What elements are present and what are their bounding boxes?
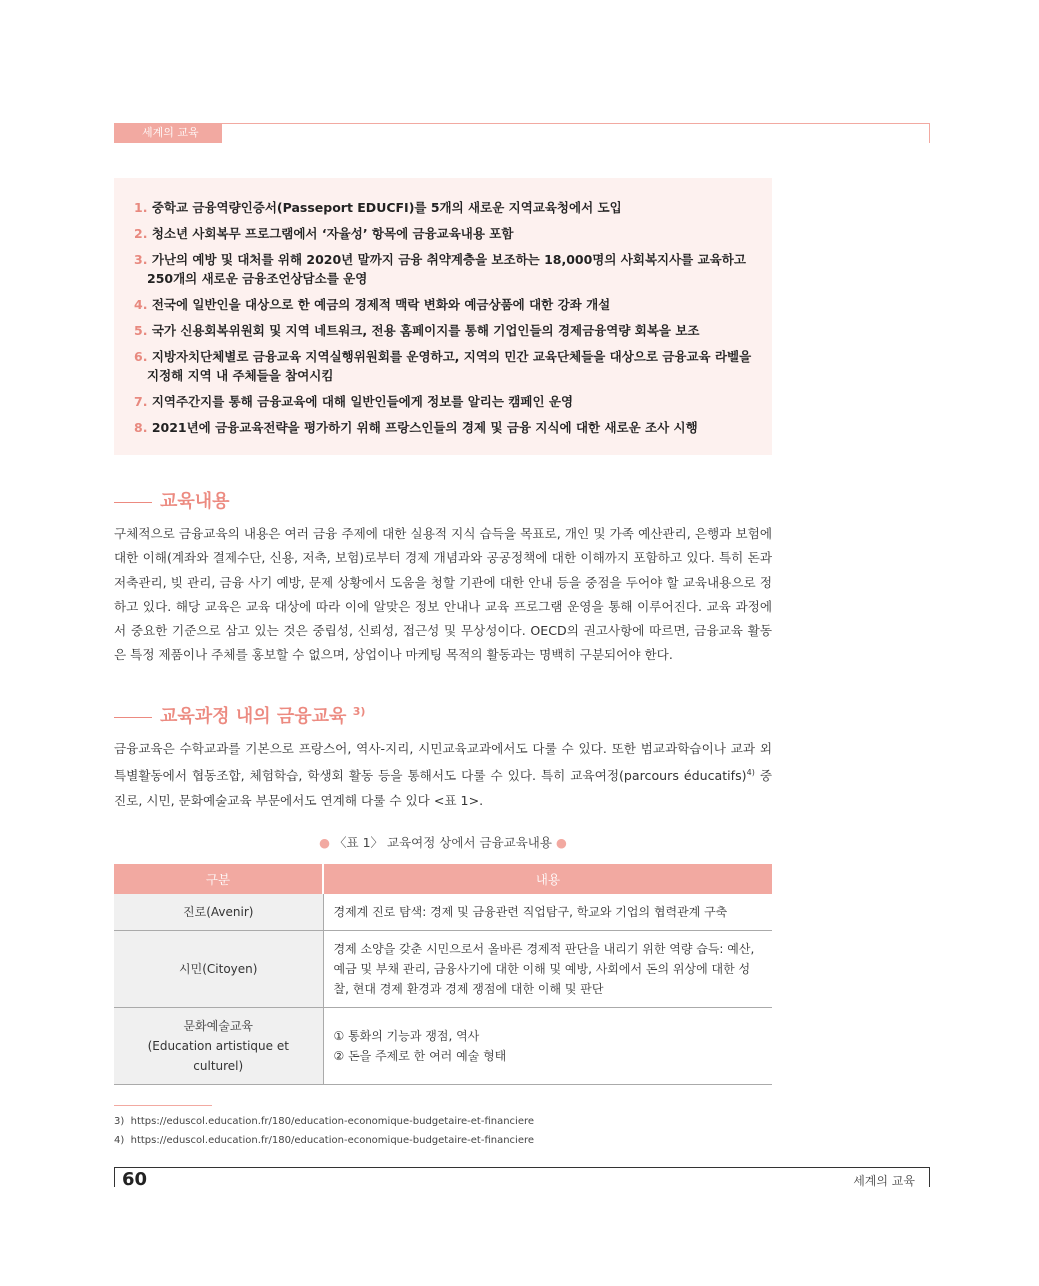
list-item: 1. 중학교 금융역량인증서(Passeport EDUCFI)를 5개의 새로운 지역교육청에서 도입 — [134, 200, 622, 215]
summary-box — [114, 178, 772, 455]
list-item: 6. 지방자치단체별로 금융교육 지역실행위원회를 운영하고, 지역의 민간 교육단체들을 대상으로 금융교육 라벨을 지정해 지역 내 주체들을 참여시킴 — [134, 349, 752, 383]
section-title-curriculum: 교육과정 내의 금융교육 $^{3)}$ — [114, 702, 365, 728]
bullet-dot-icon: ● — [319, 835, 331, 850]
section-title-content: 교육내용 — [114, 487, 230, 513]
table-header-content: 내용 — [323, 864, 772, 894]
summary-list — [114, 178, 772, 437]
list-item: 8. 2021년에 금융교육전략을 평가하기 위해 프랑스인들의 경제 및 금융 지식에 대한 새로운 조사 시행 — [134, 420, 698, 435]
list-item: 3. 가난의 예방 및 대처를 위해 2020년 말까지 금융 취약계층을 보조하는 18,000명의 사회복지사를 교육하고 250개의 새로운 금융조언상담소를 운영 — [134, 252, 746, 286]
table-cell-category: 진로(Avenir) — [114, 894, 323, 931]
content-table — [114, 864, 772, 1085]
bullet-dot-icon: ● — [555, 835, 567, 850]
table-header-category: 구분 — [114, 864, 323, 894]
footnote-link[interactable]: https://eduscol.education.fr/180/education-economique-budgetaire-et-financiere — [130, 1116, 535, 1127]
table-cell-content: 경제계 진로 탐색: 경제 및 금융관련 직업탐구, 학교와 기업의 협력관계 구축 — [323, 894, 772, 931]
table-cell-category: 문화예술교육 (Education artistique et culturel) — [114, 1008, 323, 1085]
table-row — [114, 1008, 772, 1085]
title-dash — [114, 502, 152, 503]
footnote: 4) https://eduscol.education.fr/180/education-economique-budgetaire-et-financiere — [114, 1135, 535, 1146]
header-rule — [222, 123, 930, 143]
table-cell-content: ① 통화의 기능과 쟁점, 역사 ② 돈을 주제로 한 여러 예술 형태 — [323, 1008, 772, 1085]
table-caption: ● 〈표 1〉 교육여정 상에서 금융교육내용 ● — [319, 835, 567, 850]
footnote-link[interactable]: https://eduscol.education.fr/180/education-economique-budgetaire-et-financiere — [130, 1135, 535, 1146]
list-item: 4. 전국에 일반인을 대상으로 한 예금의 경제적 맥락 변화와 예금상품에 대한 강좌 개설 — [134, 297, 611, 312]
title-dash — [114, 717, 152, 718]
footer-label: 세계의 교육 — [853, 1174, 915, 1188]
table-header-row — [114, 864, 772, 894]
footnote-ref[interactable]: 3) — [352, 705, 366, 718]
footnote: 3) https://eduscol.education.fr/180/education-economique-budgetaire-et-financiere — [114, 1116, 535, 1127]
list-item: 5. 국가 신용회복위원회 및 지역 네트워크, 전용 홈페이지를 통해 기업인들의 경제금융역량 회복을 보조 — [134, 323, 700, 338]
page-number: 60 — [122, 1169, 148, 1190]
table-cell-content: 경제 소양을 갖춘 시민으로서 올바른 경제적 판단을 내리기 위한 역량 습득: 예산, 예금 및 부채 관리, 금융사기에 대한 이해 및 예방, 사회에서 돈의 위상에 대한 성찰, 현대 경제 환경과 경제 쟁점에 대한 이해 및 판단 — [323, 931, 772, 1008]
list-item: 7. 지역주간지를 통해 금융교육에 대해 일반인들에게 정보를 알리는 캠페인 운영 — [134, 394, 574, 409]
section-body-curriculum: 금융교육은 수학교과를 기본으로 프랑스어, 역사-지리, 시민교육교과에서도 다룰 수 있다. 또한 범교과학습이나 교과 외 특별활동에서 협동조합, 체험학습, 학생회 활동 등을 통해서도 다룰 수 있다. 특히 교육여정(parcours éducatifs)$^{4)}$ 중 진로, 시민, 문화예술교육 부문에서도 연계해 다룰 수 있다 <표 1>. — [114, 741, 772, 808]
list-item: 2. 청소년 사회복무 프로그램에서 ‘자율성’ 항목에 금융교육내용 포함 — [134, 226, 514, 241]
table-cell-category: 시민(Citoyen) — [114, 931, 323, 1008]
header-section-tag: 세계의 교육 — [114, 123, 222, 143]
footer-rule — [114, 1167, 930, 1187]
footnote-divider — [114, 1105, 212, 1106]
table-row — [114, 894, 772, 931]
footnote-ref[interactable]: 4) — [746, 768, 755, 778]
table-row — [114, 931, 772, 1008]
section-body-content: 구체적으로 금융교육의 내용은 여러 금융 주제에 대한 실용적 지식 습득을 목표로, 개인 및 가족 예산관리, 은행과 보험에 대한 이해(계좌와 결제수단, 신용, 저축, 보험)로부터 경제 개념과와 공공정책에 대한 이해까지 포함하고 있다. 특히 돈과 저축관리, 빚 관리, 금융 사기 예방, 문제 상황에서 도움을 청할 기관에 대한 안내 등을 중점을 두어야 할 교육내용으로 정하고 있다. 해당 교육은 교육 대상에 따라 이에 알맞은 정보 안내나 교육 프로그램 운영을 통해 이루어진다. 교육 과정에서 중요한 기준으로 삼고 있는 것은 중립성, 신뢰성, 접근성 및 무상성이다. OECD의 권고사항에 따르면, 금융교육 활동은 특정 제품이나 주체를 홍보할 수 없으며, 상업이나 마케팅 목적의 활동과는 명백히 구분되어야 한다. — [114, 526, 772, 663]
